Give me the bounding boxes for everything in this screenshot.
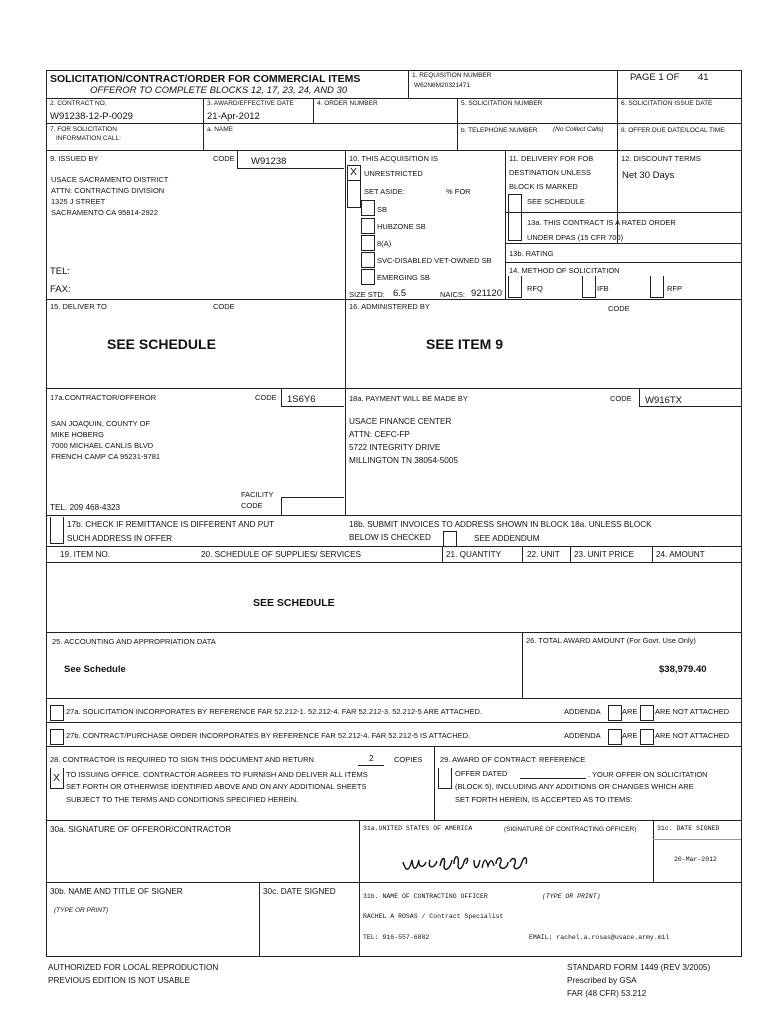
deliver-code-label: CODE (213, 302, 235, 311)
svc-label: SVC-DISABLED VET-OWNED SB (377, 256, 492, 265)
28-line-3: SUBJECT TO THE TERMS AND CONDITIONS SPECIFIED HEREIN. (66, 795, 299, 804)
rule (505, 212, 741, 213)
size-std-label: SIZE STD: (349, 290, 385, 299)
rule (434, 746, 435, 821)
rule (259, 882, 260, 956)
contractor-label: 17a.CONTRACTOR/OFFEROR (50, 393, 157, 402)
footer-previous: PREVIOUS EDITION IS NOT USABLE (48, 976, 190, 985)
requisition-label: 1. REQUISITION NUMBER (412, 72, 492, 79)
rule (46, 698, 741, 699)
info-call-label: 7. FOR SOLICITATION (50, 126, 117, 133)
rule (46, 299, 741, 300)
issued-address-3: 1325 J STREET (51, 197, 106, 206)
addendum-checkbox[interactable] (443, 531, 457, 547)
acquisition-label: 10. THIS ACQUISITION IS (349, 154, 439, 163)
accounting-label: 25. ACCOUNTING AND APPROPRIATION DATA (52, 637, 216, 646)
rule (46, 882, 741, 883)
27a-are-not-checkbox[interactable] (640, 705, 654, 721)
emerging-checkbox[interactable] (361, 269, 375, 285)
eight-a-label: 8(A) (377, 239, 392, 248)
contractor-address-1: SAN JOAQUIN, COUNTY OF (51, 419, 151, 428)
rule (46, 722, 741, 723)
form-subtitle: OFFEROR TO COMPLETE BLOCKS 12, 17, 23, 24, AND 30 (90, 85, 348, 96)
administered-value: SEE ITEM 9 (426, 336, 504, 352)
rule (46, 820, 741, 821)
rule (570, 546, 571, 563)
unrestricted-label: UNRESTRICTED (364, 169, 423, 178)
percent-for-label: % FOR (446, 187, 471, 196)
issued-fax-label: FAX: (50, 284, 71, 295)
rule (313, 98, 314, 124)
payment-address-3: 5722 INTEGRITY DRIVE (349, 443, 441, 452)
28-mark: X (53, 772, 61, 784)
naics: 921120 (471, 288, 502, 299)
signature-image (400, 848, 540, 878)
administered-label: 16. ADMINISTERED BY (349, 302, 430, 311)
col-amount: 24. AMOUNT (656, 550, 705, 559)
payment-label: 18a. PAYMENT WILL BE MADE BY (349, 394, 468, 403)
29-checkbox[interactable] (438, 768, 452, 789)
facility-label: FACILITY (241, 490, 274, 499)
29-label: 29. AWARD OF CONTRACT: REFERENCE (440, 755, 586, 764)
27b-checkbox[interactable] (50, 729, 64, 745)
payment-code-label: CODE (610, 394, 632, 403)
rule (617, 70, 618, 151)
form-border (46, 70, 742, 957)
items-body: SEE SCHEDULE (253, 597, 335, 609)
27a-addenda: ADDENDA (564, 707, 601, 716)
rule (46, 546, 741, 547)
remittance-checkbox[interactable] (50, 517, 64, 544)
issued-address-4: SACRAMENTO CA 95814-2922 (51, 208, 158, 217)
rule (505, 150, 506, 300)
set-aside-checkbox[interactable] (347, 181, 361, 208)
footer-standard-form: STANDARD FORM 1449 (REV 3/2005) (567, 963, 711, 972)
offer-due-label: 8. OFFER DUE DATE/LOCAL TIME (621, 127, 725, 134)
payment-address-4: MILLINGTON TN 38054-5005 (349, 456, 458, 465)
remittance-label-2: SUCH ADDRESS IN OFFER (67, 534, 173, 543)
requisition-number: W62N6M20321471 (414, 82, 471, 89)
27a-are-not: ARE NOT ATTACHED (655, 707, 730, 716)
issue-date-label: 6. SOLICITATION ISSUE DATE (621, 100, 713, 107)
contract-no-label: 2. CONTRACT NO. (50, 100, 107, 107)
rule (46, 123, 741, 124)
issued-code-label: CODE (213, 154, 235, 163)
facility-code-box (281, 497, 344, 515)
rule (46, 562, 741, 563)
payment-address-1: USACE FINANCE CENTER (349, 417, 452, 426)
no-collect-calls: (No Collect Calls) (553, 126, 604, 133)
naics-label: NAICS: (440, 290, 466, 299)
col-schedule: 20. SCHEDULE OF SUPPLIES/ SERVICES (201, 550, 362, 559)
issued-address-2: ATTN: CONTRACTING DIVISION (51, 186, 165, 195)
issued-by-label: 9. ISSUED BY (50, 154, 99, 163)
rfq-label: RFQ (527, 284, 543, 293)
contracting-officer-name: RACHEL A ROSAS / Contract Specialist (363, 913, 504, 920)
rule (522, 632, 523, 699)
remittance-label: 17b. CHECK IF REMITTANCE IS DIFFERENT AND PUT (67, 520, 275, 529)
eight-a-checkbox[interactable] (361, 235, 375, 251)
signed-date: 20-Mar-2012 (674, 856, 717, 863)
name-label: a. NAME (207, 126, 234, 133)
set-aside-label: SET ASIDE: (364, 187, 405, 196)
rated-order-label: 13a. THIS CONTRACT IS A RATED ORDER (527, 218, 676, 227)
award-date-label: 3. AWARD/EFFECTIVE DATE (207, 100, 294, 107)
rule (46, 515, 741, 516)
type-print-31b: (TYPE OR PRINT) (542, 893, 601, 900)
contractor-code-label: CODE (255, 393, 277, 402)
sig-31a-label: 31a.UNITED STATES OF AMERICA (363, 825, 473, 832)
delivery-line-3: BLOCK IS MARKED (509, 182, 578, 191)
28-line-1: TO ISSUING OFFICE. CONTRACTOR AGREES TO FURNISH AND DELIVER ALL ITEMS (66, 770, 368, 779)
see-addendum-label: SEE ADDENDUM (474, 534, 540, 543)
accounting-value: See Schedule (64, 664, 126, 675)
emerging-label: EMERGING SB (377, 273, 430, 282)
sb-label: SB (377, 205, 388, 214)
rule (46, 746, 741, 747)
rule (505, 262, 741, 263)
contractor-address-3: 7000 MICHAEL CANLIS BLVD (51, 441, 154, 450)
rfq-checkbox[interactable] (508, 276, 522, 298)
contractor-tel: TEL. 209 468-4323 (50, 503, 121, 512)
27a-text: 27a. SOLICITATION INCORPORATES BY REFERENCE FAR 52.212-1. 52.212-4. FAR 52.212-3. 52.212-5 ARE ATTACHED. (66, 707, 482, 716)
offer-dated-label: OFFER DATED (455, 769, 508, 778)
award-date: 21-Apr-2012 (207, 111, 260, 122)
27a-checkbox[interactable] (50, 705, 64, 721)
contracting-officer-tel: TEL: 916-557-6882 (363, 934, 430, 941)
page-total: 41 (698, 72, 709, 83)
rule (46, 388, 741, 389)
27a-are-checkbox[interactable] (608, 705, 622, 721)
dpas-label: UNDER DPAS (15 CFR 700) (527, 233, 624, 242)
see-schedule-label: SEE SCHEDULE (527, 197, 585, 206)
rule (522, 546, 523, 563)
ifb-checkbox[interactable] (582, 276, 596, 298)
rating-label: 13b. RATING (509, 249, 554, 258)
issued-address-1: USACE SACRAMENTO DISTRICT (51, 175, 169, 184)
facility-code-label: CODE (241, 501, 263, 510)
total-award-amount: $38,979.40 (659, 664, 707, 675)
method-label: 14. METHOD OF SOLICITATION (509, 266, 620, 275)
rated-order-checkbox[interactable] (508, 214, 522, 241)
contract-no: W91238-12-P-0029 (50, 111, 133, 122)
29-line-3: SET FORTH HEREIN, IS ACCEPTED AS TO ITEMS: (455, 795, 633, 804)
footer-authorized: AUTHORIZED FOR LOCAL REPRODUCTION (48, 963, 219, 972)
total-award-label: 26. TOTAL AWARD AMOUNT (For Govt. Use Only) (526, 636, 696, 645)
27b-addenda: ADDENDA (564, 731, 601, 740)
deliver-to-value: SEE SCHEDULE (107, 336, 216, 352)
sig-30a-label: 30a. SIGNATURE OF OFFEROR/CONTRACTOR (50, 825, 232, 834)
contractor-address-4: FRENCH CAMP CA 95231-9781 (51, 452, 161, 461)
solicitation-no-label: 5. SOLICITATION NUMBER (461, 100, 543, 107)
delivery-label: 11. DELIVERY FOR FOB (509, 154, 594, 163)
contractor-code: 1S6Y6 (287, 394, 316, 405)
submit-invoices-label-2: BELOW IS CHECKED (349, 533, 431, 542)
offer-dated-underline (520, 778, 586, 779)
27b-are-not: ARE NOT ATTACHED (655, 731, 730, 740)
rule (442, 546, 443, 563)
unrestricted-mark: X (350, 166, 358, 178)
rule (345, 150, 346, 516)
payment-address-2: ATTN: CEFC-FP (349, 430, 410, 439)
col-unit-price: 23. UNIT PRICE (574, 550, 634, 559)
hubzone-checkbox[interactable] (361, 218, 375, 234)
contracting-officer-email: EMAIL: rachel.a.rosas@usace.army.mil (529, 934, 670, 941)
issued-code: W91238 (251, 156, 287, 167)
info-call-label-2: INFORMATION CALL: (56, 135, 121, 142)
rule (653, 839, 741, 840)
rule (457, 98, 458, 151)
page-label: PAGE 1 OF (630, 72, 680, 83)
discount-terms: Net 30 Days (622, 170, 675, 181)
rfp-checkbox[interactable] (650, 276, 664, 298)
27b-are-not-checkbox[interactable] (640, 729, 654, 745)
size-std: 6.5 (393, 288, 407, 299)
sb-checkbox[interactable] (361, 200, 375, 216)
rfp-label: RFP (667, 284, 682, 293)
28-label: 28. CONTRACTOR IS REQUIRED TO SIGN THIS DOCUMENT AND RETURN (50, 755, 314, 764)
27a-are: ARE (622, 707, 638, 716)
submit-invoices-label: 18b. SUBMIT INVOICES TO ADDRESS SHOWN IN BLOCK 18a. UNLESS BLOCK (349, 520, 652, 529)
administered-code-label: CODE (608, 304, 630, 313)
name-31b-label: 31b. NAME OF CONTRACTING OFFICER (363, 893, 488, 900)
svc-checkbox[interactable] (361, 252, 375, 268)
discount-label: 12. DISCOUNT TERMS (621, 154, 701, 163)
copies-underline (358, 765, 384, 766)
telephone-label: b. TELEPHONE NUMBER (461, 127, 538, 134)
rule (46, 632, 741, 633)
ifb-label: IFB (597, 284, 609, 293)
rule (359, 820, 360, 956)
payment-code: W916TX (645, 395, 682, 406)
date-30c-label: 30c. DATE SIGNED (263, 887, 336, 896)
delivery-line-2: DESTINATION UNLESS (509, 168, 591, 177)
col-unit: 22. UNIT (527, 550, 560, 559)
issued-tel-label: TEL: (50, 266, 71, 277)
rule (652, 546, 653, 563)
27b-text: 27b. CONTRACT/PURCHASE ORDER INCORPORATES BY REFERENCE FAR 52.212-4. FAR 52.212-5 IS ATTACHED. (66, 731, 471, 740)
deliver-to-label: 15. DELIVER TO (50, 302, 107, 311)
name-30b-label: 30b. NAME AND TITLE OF SIGNER (50, 887, 183, 896)
footer-far: FAR (48 CFR) 53.212 (567, 989, 647, 998)
rule (408, 70, 409, 99)
order-no-label: 4. ORDER NUMBER (317, 100, 378, 107)
copies-label: COPIES (394, 755, 423, 764)
col-item-no: 19. ITEM NO. (60, 550, 111, 559)
col-quantity: 21. QUANTITY (446, 550, 502, 559)
rule (203, 98, 204, 151)
rule (46, 150, 741, 151)
29-line-2: (BLOCK 5), INCLUDING ANY ADDITIONS OR CHANGES WHICH ARE (455, 782, 694, 791)
copies-number: 2 (369, 754, 374, 763)
rule (617, 150, 618, 244)
27b-are: ARE (622, 731, 638, 740)
form-title: SOLICITATION/CONTRACT/ORDER FOR COMMERCIAL ITEMS (50, 73, 361, 85)
sig-31c-label: 31c. DATE SIGNED (657, 825, 720, 832)
contractor-address-2: MIKE HOBERG (51, 430, 104, 439)
hubzone-label: HUBZONE SB (377, 222, 426, 231)
rule (653, 820, 654, 883)
27b-are-checkbox[interactable] (608, 729, 622, 745)
sig-co-label: (SIGNATURE OF CONTRACTING OFFICER) (504, 826, 637, 833)
type-print-30b: (TYPE OR PRINT) (54, 907, 109, 914)
your-offer-label: . YOUR OFFER ON SOLICITATION (588, 770, 708, 779)
28-line-2: SET FORTH OR OTHERWISE IDENTIFIED ABOVE AND ON ANY ADDITIONAL SHEETS (66, 782, 367, 791)
footer-prescribed: Prescribed by GSA (567, 976, 637, 985)
rule (505, 243, 741, 244)
rule (46, 98, 741, 99)
